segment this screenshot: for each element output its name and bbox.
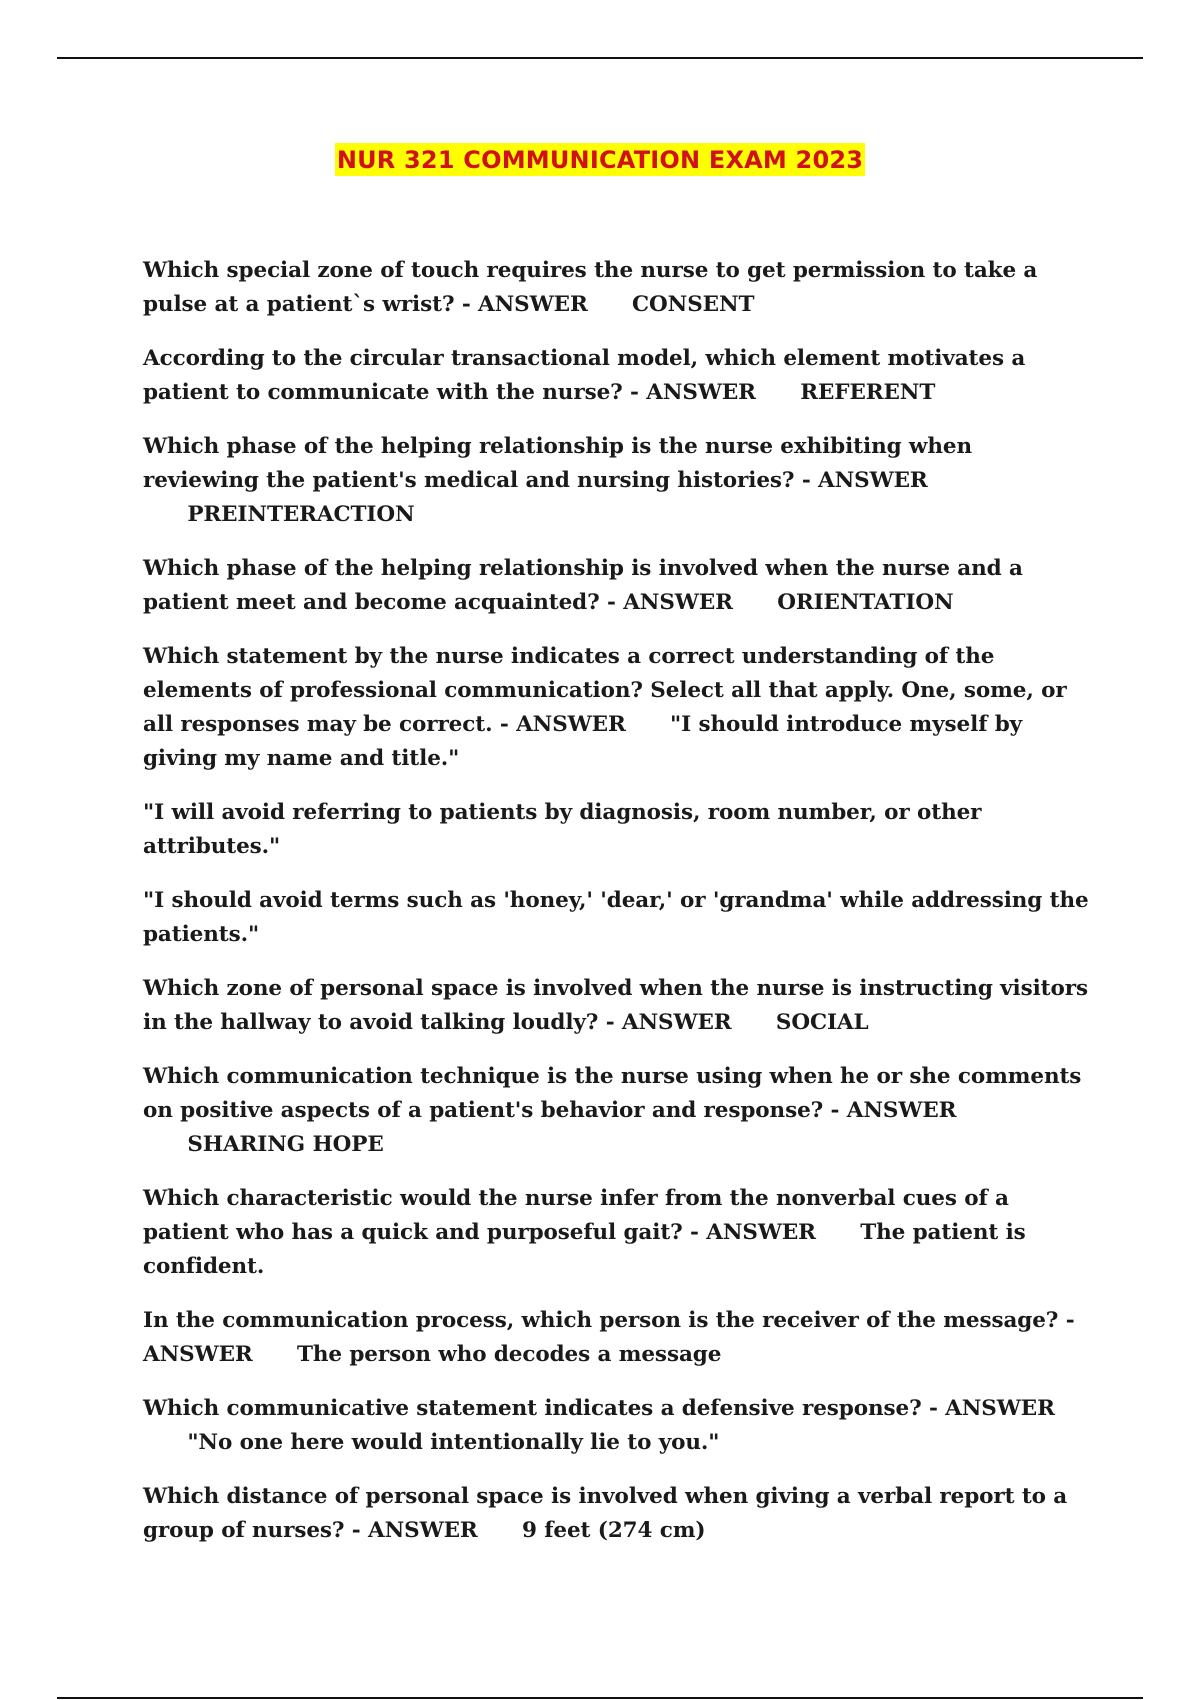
answer-text: "I will avoid referring to patients by diagnosis, room number, or other attributes." — [143, 800, 982, 859]
question-text: Which characteristic would the nurse infer from the nonverbal cues of a patient who has a quick and purposeful gait? — [143, 1186, 1009, 1245]
answer-marker: - ANSWER — [801, 468, 928, 493]
top-rule — [57, 57, 1143, 59]
answer-marker: - ANSWER — [928, 1396, 1055, 1421]
answer-text: "I should introduce myself by giving my name and title." — [143, 712, 1023, 771]
qa-item — [143, 640, 1093, 776]
answer-text: 9 feet (274 cm) — [521, 1518, 706, 1543]
qa-item — [143, 1060, 1093, 1162]
qa-item — [143, 342, 1093, 410]
answer-text: "I should avoid terms such as 'honey,' 'dear,' or 'grandma' while addressing the patients." — [143, 888, 1089, 947]
qa-item — [143, 1304, 1093, 1372]
question-text: Which communicative statement indicates a defensive response? — [143, 1396, 922, 1421]
qa-answer-continuation — [143, 884, 1093, 952]
question-text: Which distance of personal space is involved when giving a verbal report to a group of nurses? — [143, 1484, 1068, 1543]
question-text: Which phase of the helping relationship is involved when the nurse and a patient meet and become acquainted? — [143, 556, 1023, 615]
answer-marker: - ANSWER — [499, 712, 626, 737]
title-container — [0, 143, 1200, 176]
answer-marker: - ANSWER — [690, 1220, 816, 1245]
answer-text: CONSENT — [632, 292, 755, 317]
answer-marker: - ANSWER — [607, 590, 733, 615]
question-text: According to the circular transactional model, which element motivates a patient to communicate with the nurse? — [143, 346, 1026, 405]
answer-marker: - ANSWER — [351, 1518, 478, 1543]
question-text: Which zone of personal space is involved when the nurse is instructing visitors in the hallway to avoid talking loudly? — [143, 976, 1088, 1035]
answer-text: PREINTERACTION — [187, 502, 415, 527]
qa-item — [143, 552, 1093, 620]
question-text: Which communication technique is the nurse using when he or she comments on positive aspects of a patient's behavior and response? — [143, 1064, 1082, 1123]
answer-marker: - ANSWER — [143, 1308, 1075, 1367]
answer-text: "No one here would intentionally lie to you." — [187, 1430, 720, 1455]
qa-item — [143, 972, 1093, 1040]
qa-item — [143, 1392, 1093, 1460]
qa-item — [143, 430, 1093, 532]
answer-text: ORIENTATION — [777, 590, 954, 615]
qa-list — [143, 254, 1093, 1568]
document-title: NUR 321 COMMUNICATION EXAM 2023 — [335, 143, 865, 176]
answer-text: SHARING HOPE — [187, 1132, 384, 1157]
qa-item — [143, 1182, 1093, 1284]
question-text: In the communication process, which person is the receiver of the message? — [143, 1308, 1059, 1333]
bottom-rule — [57, 1697, 1143, 1699]
question-text: Which statement by the nurse indicates a correct understanding of the elements of professional communication? Select all that apply. One, some, or all responses may be correct. — [143, 644, 1067, 737]
answer-marker: - ANSWER — [630, 380, 756, 405]
answer-text: The person who decodes a message — [296, 1342, 722, 1367]
answer-marker: - ANSWER — [605, 1010, 732, 1035]
question-text: Which phase of the helping relationship is the nurse exhibiting when reviewing the patient's medical and nursing histories? — [143, 434, 972, 493]
qa-item — [143, 254, 1093, 322]
question-text: Which special zone of touch requires the nurse to get permission to take a pulse at a patient`s wrist? — [143, 258, 1038, 317]
answer-marker: - ANSWER — [830, 1098, 957, 1123]
qa-answer-continuation — [143, 796, 1093, 864]
answer-text: The patient is confident. — [143, 1220, 1026, 1279]
answer-marker: - ANSWER — [461, 292, 588, 317]
answer-text: SOCIAL — [775, 1010, 869, 1035]
answer-text: REFERENT — [800, 380, 936, 405]
qa-item — [143, 1480, 1093, 1548]
